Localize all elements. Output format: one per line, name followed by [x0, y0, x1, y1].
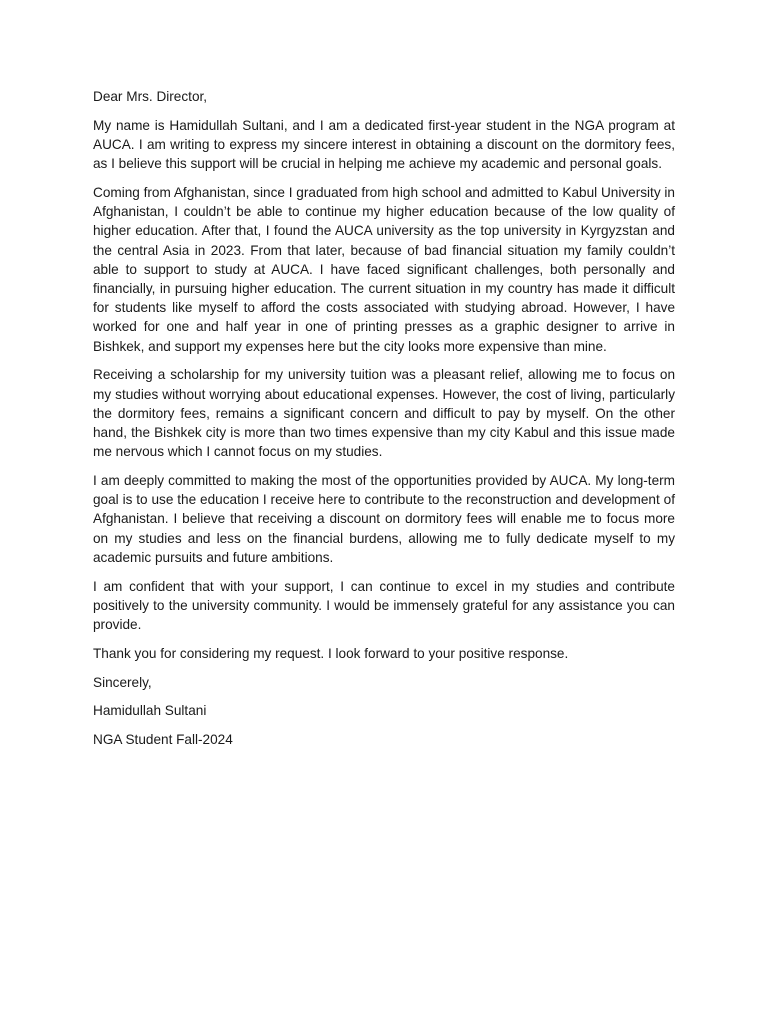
paragraph-introduction: My name is Hamidullah Sultani, and I am a dedicated first-year student in the NGA program at AUCA. I am writing to express my sincere interest in obtaining a discount on the dormitory fees, as I believe this support will be crucial in helping me achieve my academic and personal goals.	[93, 117, 675, 172]
salutation: Dear Mrs. Director,	[93, 89, 208, 104]
paragraph-confidence: I am confident that with your support, I can continue to excel in my studies and contribute positively to the university community. I would be immensely grateful for any assistance you can provide.	[93, 578, 675, 633]
signer-name: Hamidullah Sultani	[93, 703, 207, 719]
sign-off: Sincerely,	[93, 674, 152, 690]
letter-body	[93, 87, 675, 759]
paragraph-background: Coming from Afghanistan, since I graduated from high school and admitted to Kabul University in Afghanistan, I couldn’t be able to continue my higher education because of the low quality of higher education. After that, I found the AUCA university as the top university in Kyrgyzstan and the central Asia in 2023. From that later, because of bad financial situation my family couldn’t able to support to study at AUCA. I have faced significant challenges, both personally and financially, in pursuing higher education. The current situation in my country has made it difficult for students like myself to afford the costs associated with studying abroad. However, I have worked for one and half year in one of printing presses as a graphic designer to arrive in Bishkek, and support my expenses here but the city looks more expensive than mine.	[93, 185, 675, 354]
paragraph-scholarship: Receiving a scholarship for my university tuition was a pleasant relief, allowing me to focus on my studies without worrying about educational expenses. However, the cost of living, particularly the dormitory fees, remains a significant concern and difficult to pay by myself. On the other hand, the Bishkek city is more than two times expensive than my city Kabul and this issue made me nervous which I cannot focus on my studies.	[93, 367, 675, 460]
paragraph-commitment: I am deeply committed to making the most of the opportunities provided by AUCA. My long-term goal is to use the education I receive here to contribute to the reconstruction and development of Afghanistan. I believe that receiving a discount on dormitory fees will enable me to focus more on my studies and less on the financial burdens, allowing me to fully dedicate myself to my academic pursuits and future ambitions.	[93, 473, 675, 565]
closing-line: Thank you for considering my request. I look forward to your positive response.	[93, 645, 569, 661]
signer-title: NGA Student Fall-2024	[93, 732, 233, 748]
